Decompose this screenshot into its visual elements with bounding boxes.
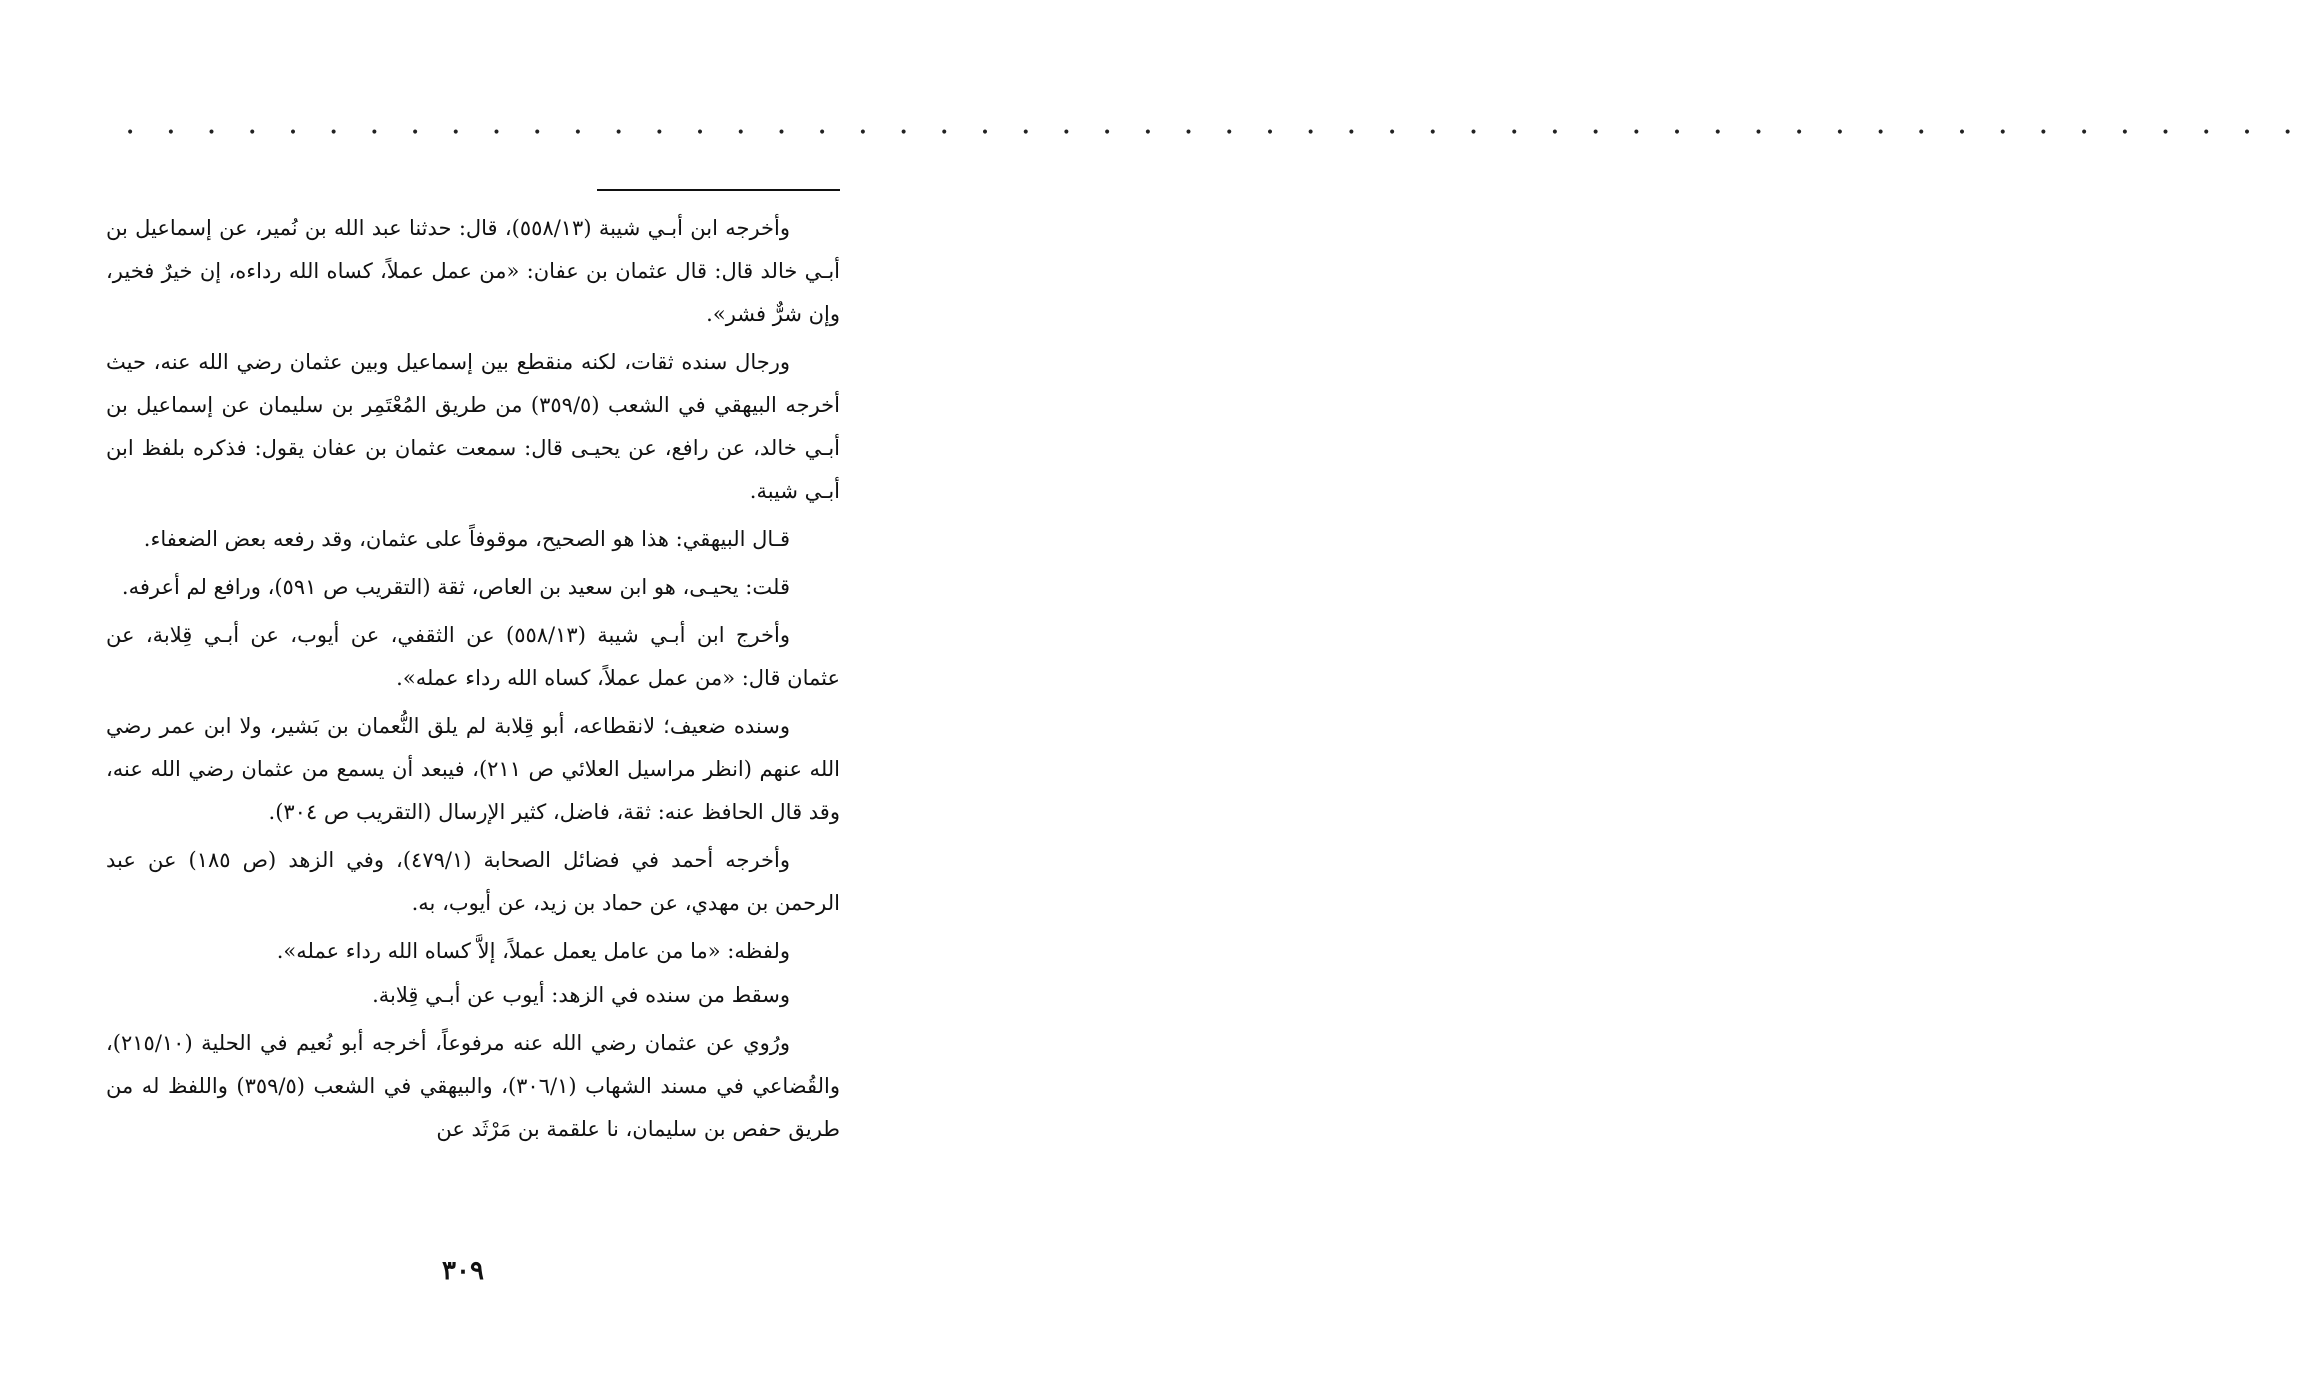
paragraph-marfu-narration: ورُوي عن عثمان رضي الله عنه مرفوعاً، أخرجه أبو نُعيم في الحلية (٢١٥/١٠)، والقُضاعي في مسند الشهاب (٣٠٦/١)، والبيهقي في الشعب (٣٥٩/٥) واللفظ له من طريق حفص بن سليمان، نا علقمة بن مَرْثَد عن [106, 1031, 841, 1141]
paragraph-weak-chain: وسنده ضعيف؛ لانقطاعه، أبو قِلابة لم يلق النُّعمان بن بَشير، ولا ابن عمر رضي الله عنهم (انظر مراسيل العلائي ص ٢١١)، فيبعد أن يسمع من عثمان رضي الله عنه، وقد قال الحافظ عنه: ثقة، فاضل، كثير الإرسال (التقريب ص ٣٠٤). [106, 714, 840, 824]
page-number: ٣٠٩ [442, 1256, 484, 1286]
page-body [106, 207, 840, 1156]
paragraph-thaqafi-narration: وأخرج ابن أبـي شيبة (٥٥٨/١٣) عن الثقفي، عن أيوب، عن أبـي قِلابة، عن عثمان قال: «من عمل عملاً، كساه الله رداء عمله». [106, 623, 840, 690]
paragraph-chain-narrators: ورجال سنده ثقات، لكنه منقطع بين إسماعيل وبين عثمان رضي الله عنه، حيث أخرجه البيهقي في الشعب (٣٥٩/٥) من طريق المُعْتَمِر بن سليمان عن إسماعيل بن أبـي خالد، عن رافع، عن يحيـى قال: سمعت عثمان بن عفان يقول: فذكره بلفظ ابن أبـي شيبة. [106, 350, 841, 503]
paragraph-wording: ولفظه: «ما من عامل يعمل عملاً، إلاَّ كساه الله رداء عمله». [276, 939, 790, 963]
paragraph-ibn-abi-shaybah: وأخرجه ابن أبـي شيبة (٥٥٨/١٣)، قال: حدثنا عبد الله بن نُمير، عن إسماعيل بن أبـي خالد قال: قال عثمان بن عفان: «من عمل عملاً، كساه الله رداءه، إن خيرٌ فخير، وإن شرٌّ فشر». [106, 216, 840, 326]
paragraph-omission-note: وسقط من سنده في الزهد: أيوب عن أبـي قِلابة. [372, 983, 790, 1007]
dotted-separator: • • • • • • • • • • • • • • • • • • • • • • • • • • • • • • • • • • • • • • • • • • • • • • • • • • • • • • [126, 125, 2306, 141]
footnote-rule [597, 189, 840, 191]
paragraph-yahya-note: قلت: يحيـى، هو ابن سعيد بن العاص، ثقة (التقريب ص ٥٩١)، ورافع لم أعرفه. [121, 575, 790, 599]
paragraph-ahmad-fadail: وأخرجه أحمد في فضائل الصحابة (٤٧٩/١)، وفي الزهد (ص ١٨٥) عن عبد الرحمن بن مهدي، عن حماد بن زيد، عن أيوب، به. [106, 848, 840, 915]
paragraph-bayhaqi-comment: قـال البيهقي: هذا هو الصحيح، موقوفاً على عثمان، وقد رفعه بعض الضعفاء. [143, 527, 790, 551]
